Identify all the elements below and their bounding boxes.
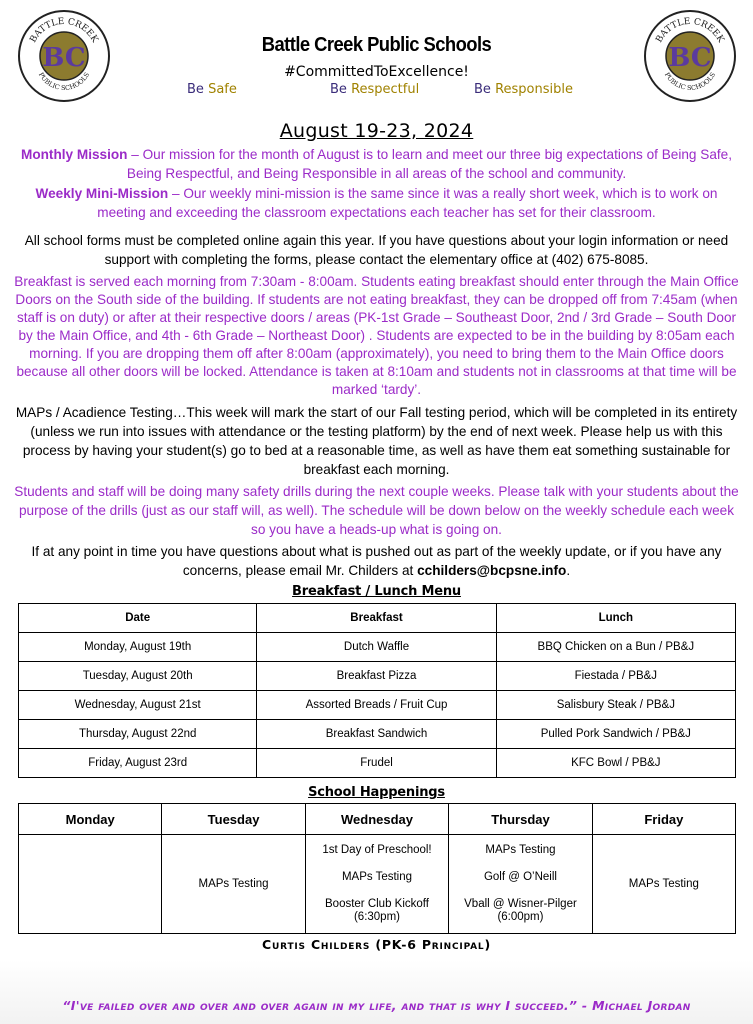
school-title: Battle Creek Public Schools [261, 34, 492, 56]
logo-bottom-text: PUBLIC SCHOOLS [36, 71, 92, 93]
happenings-wednesday-cell [305, 835, 449, 934]
menu-date-cell: Tuesday, August 20th [19, 662, 257, 691]
happenings-tuesday-cell [162, 835, 305, 934]
table-row [19, 720, 736, 749]
breakfast-notice: Breakfast is served each morning from 7:30am - 8:00am. Students eating breakfast should enter through the Main Office Doors on the South side of the building. If students are not eating breakfast, they can be dropped off from 7:45am (when staff is on duty) or after at their respective doors / areas (PK-1st Grade – Southeast Door, 2nd / 3rd Grade – South Door by the Main Office, and 4th - 6th Grade – Northeast Door) . Students are expected to be in the building by 8:05am each morning. If you are dropping them off after 8:00am (approximately), you need to bring them to the Main Office doors because all other doors will be locked. Attendance is taken at 8:10am and students not in classrooms at that time will be marked ‘tardy’. [14, 274, 739, 397]
forms-notice: All school forms must be completed online again this year. If you have questions about your login information or need support with completing the forms, please contact the elementary office at (402) 675-8085. [24, 233, 729, 267]
event-item: Golf @ O’Neill [483, 871, 557, 883]
menu-breakfast-cell: Assorted Breads / Fruit Cup [257, 691, 496, 720]
event-item: 1st Day of Preschool! [322, 844, 432, 856]
logo-initials: BC [668, 43, 712, 73]
happenings-table [18, 803, 736, 934]
menu-breakfast-cell: Dutch Waffle [257, 633, 496, 662]
happenings-col-tuesday: Tuesday [162, 804, 305, 835]
event-item: Booster Club Kickoff (6:30pm) [325, 898, 429, 923]
event-item: MAPs Testing [341, 871, 413, 883]
weekly-mission-text: – Our weekly mini-mission is the same since it was a really short week, which is to work on meeting and exceeding the classroom expectations each teacher has set for their classroom. [97, 186, 718, 220]
menu-col-breakfast: Breakfast [257, 604, 496, 633]
menu-heading: Breakfast / Lunch Menu [292, 584, 461, 599]
table-row [19, 749, 736, 778]
expectation-be: Be [330, 82, 347, 97]
menu-header-row [19, 604, 736, 633]
expectation-safe [187, 82, 237, 97]
event-item: MAPs Testing [628, 877, 699, 890]
menu-table [18, 603, 736, 778]
expectation-respectful [330, 82, 419, 97]
menu-date-cell: Wednesday, August 21st [19, 691, 257, 720]
event-item: MAPs Testing [198, 877, 269, 890]
menu-lunch-cell: Pulled Pork Sandwich / PB&J [496, 720, 735, 749]
menu-lunch-cell: KFC Bowl / PB&J [496, 749, 735, 778]
happenings-monday-cell [19, 835, 162, 934]
menu-breakfast-cell: Breakfast Pizza [257, 662, 496, 691]
logo-bottom-text: PUBLIC SCHOOLS [662, 71, 718, 93]
menu-col-lunch: Lunch [496, 604, 735, 633]
contact-end: . [566, 563, 571, 578]
menu-lunch-cell: Fiestada / PB&J [496, 662, 735, 691]
weekly-mission [14, 184, 739, 222]
table-row [19, 835, 736, 934]
menu-col-date: Date [19, 604, 257, 633]
happenings-col-thursday: Thursday [449, 804, 592, 835]
maps-notice: MAPs / Acadience Testing…This week will mark the start of our Fall testing period, which will be completed in its entirety (unless we run into issues with attendance or the testing platform) by the end of next week. Please help us with this process by having your student(s) go to bed at a reasonable time, as well as have them eat something sustainable for breakfast each morning. [15, 405, 738, 477]
event-item: Vball @ Wisner-Pilger (6:00pm) [464, 898, 577, 923]
monthly-mission-text: – Our mission for the month of August is to learn and meet our three big expectations of Being Safe, Being Respectful, and Being Responsible in all areas of the school and community. [126, 147, 732, 181]
principal-signature: Curtis Childers (PK-6 Principal) [262, 937, 491, 952]
footer-band [0, 960, 753, 1024]
expectation-word: Respectful [351, 82, 420, 97]
happenings-heading: School Happenings [308, 785, 445, 800]
happenings-col-wednesday: Wednesday [305, 804, 449, 835]
drills-notice: Students and staff will be doing many safety drills during the next couple weeks. Please talk with your students about the purpose of the drills (just as our staff will, as well). The schedule will be down below on the weekly schedule each week so you have a heads-up what is going on. [14, 484, 739, 537]
monthly-mission [14, 145, 739, 183]
monthly-mission-label: Monthly Mission [21, 147, 128, 162]
menu-date-cell: Friday, August 23rd [19, 749, 257, 778]
footer-quote: “I've failed over and over and over again in my life, and that is why I succeed.” - Michael Jordan [62, 998, 691, 1013]
menu-date-cell: Monday, August 19th [19, 633, 257, 662]
event-item: MAPs Testing [485, 844, 556, 856]
contact-text: If at any point in time you have questions about what is pushed out as part of the weekly update, or if you have any concerns, please email Mr. Childers at [31, 544, 722, 578]
menu-lunch-cell: BBQ Chicken on a Bun / PB&J [496, 633, 735, 662]
expectation-be: Be [474, 82, 491, 97]
happenings-thursday-cell [449, 835, 592, 934]
expectation-be: Be [187, 82, 204, 97]
menu-breakfast-cell: Frudel [257, 749, 496, 778]
happenings-header-row [19, 804, 736, 835]
happenings-col-friday: Friday [592, 804, 735, 835]
expectation-responsible [474, 82, 573, 97]
happenings-col-monday: Monday [19, 804, 162, 835]
weekly-mission-label: Weekly Mini-Mission [35, 186, 169, 201]
hashtag: #CommittedToExcellence! [284, 64, 469, 80]
menu-lunch-cell: Salisbury Steak / PB&J [496, 691, 735, 720]
menu-date-cell: Thursday, August 22nd [19, 720, 257, 749]
happenings-friday-cell [592, 835, 735, 934]
table-row [19, 633, 736, 662]
logo-top-text: BATTLE CREEK [28, 16, 100, 45]
date-heading: August 19-23, 2024 [279, 120, 474, 142]
table-row [19, 691, 736, 720]
menu-breakfast-cell: Breakfast Sandwich [257, 720, 496, 749]
table-row [19, 662, 736, 691]
logo-initials: BC [42, 43, 86, 73]
logo-top-text: BATTLE CREEK [654, 16, 726, 45]
expectation-word: Responsible [495, 82, 573, 97]
contact-notice [14, 542, 739, 580]
expectation-word: Safe [208, 82, 237, 97]
contact-email[interactable]: cchilders@bcpsne.info [417, 563, 567, 578]
